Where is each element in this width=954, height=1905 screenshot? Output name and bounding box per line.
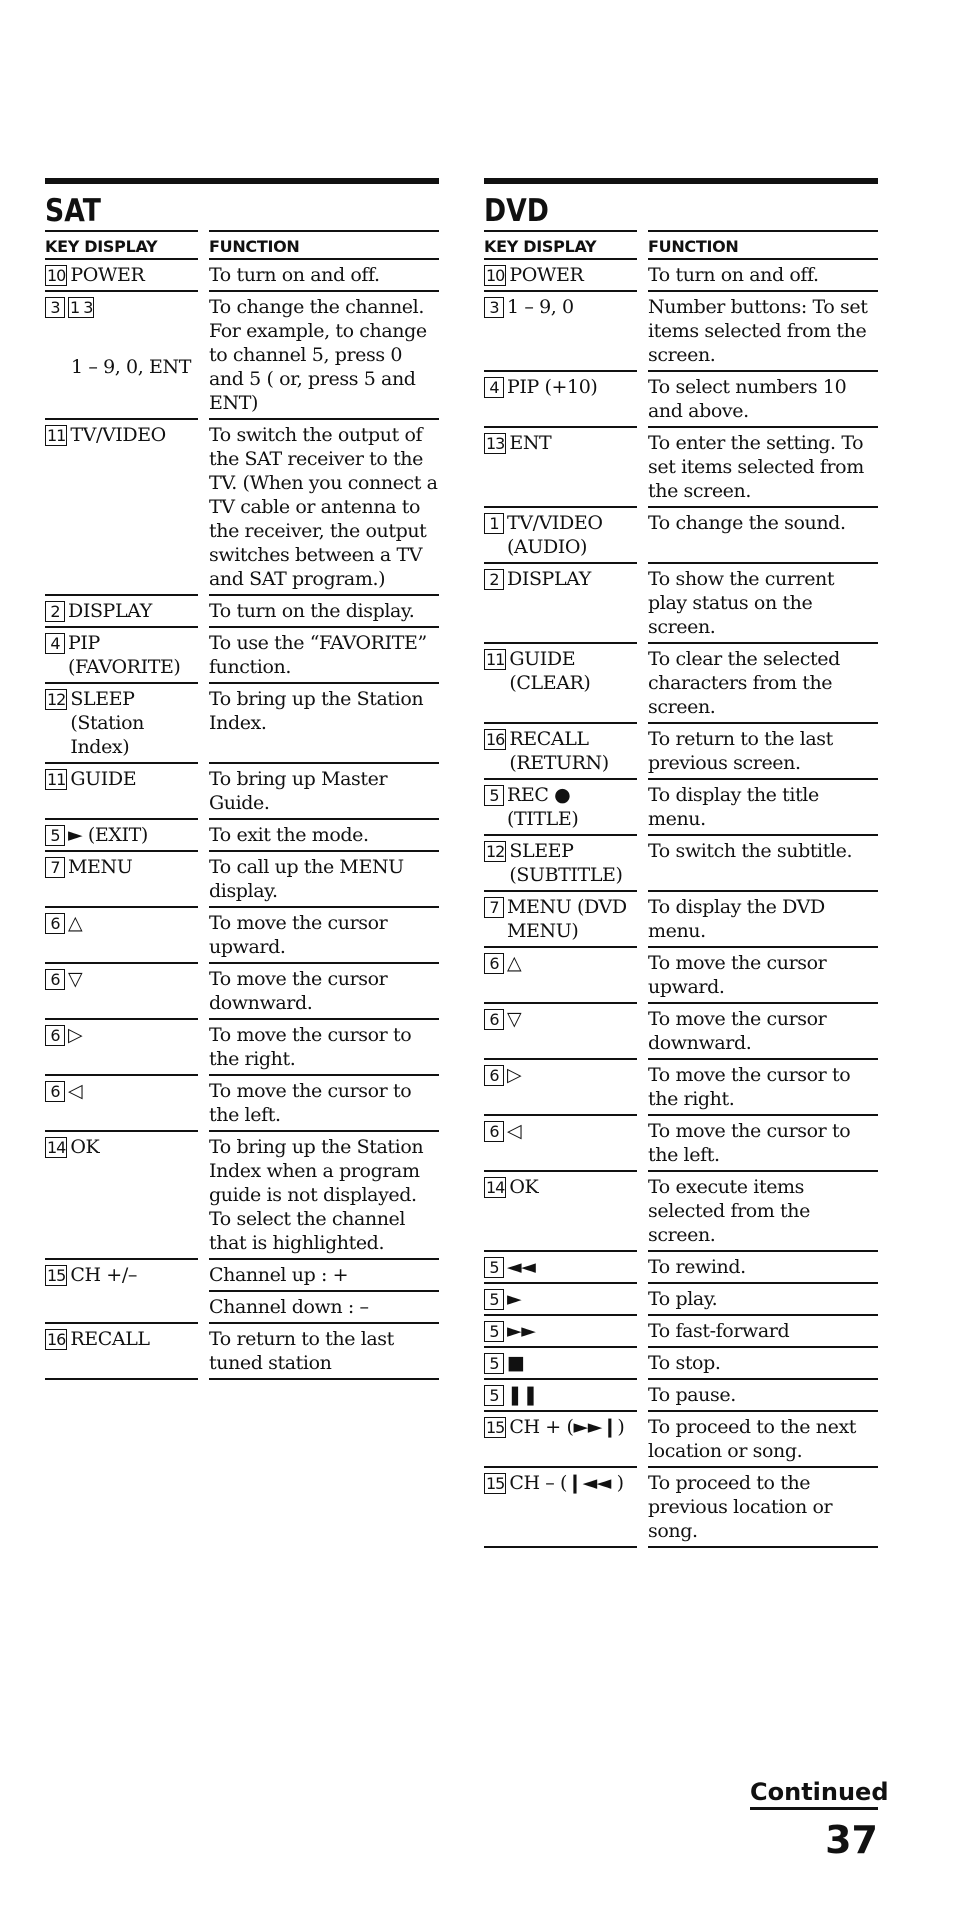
- table-row: [45, 258, 439, 290]
- table-row: [484, 1378, 878, 1410]
- table-row: [484, 890, 878, 946]
- key-label: OK: [509, 1176, 539, 1198]
- table-row: [45, 1290, 439, 1322]
- function-description: Number buttons: To set items selected from the screen.: [648, 290, 878, 370]
- table-row: [484, 1346, 878, 1378]
- table-row: [45, 290, 439, 418]
- dvd-top-rule: [484, 178, 878, 184]
- function-description: To switch the output of the SAT receiver to the TV. (When you connect a TV cable or antenna to the receiver, the output switches between a TV and SAT program.): [209, 418, 439, 594]
- table-row: [484, 1114, 878, 1170]
- key-label: GUIDE (CLEAR): [509, 648, 591, 694]
- key-label: MENU: [68, 856, 133, 878]
- table-row: [45, 1130, 439, 1258]
- page-number: 37: [825, 1818, 878, 1862]
- button-number-badge: 3: [484, 297, 504, 318]
- table-row: [45, 594, 439, 626]
- key-display-cell: [45, 418, 198, 594]
- key-display-cell: [484, 1058, 637, 1114]
- key-label: TV/VIDEO (AUDIO): [507, 512, 603, 558]
- button-number-badge: 15: [486, 1418, 505, 1437]
- function-description: To move the cursor to the left.: [648, 1114, 878, 1170]
- key-display-cell: [484, 1410, 637, 1466]
- key-display-cell: [45, 762, 198, 818]
- function-description: To bring up the Station Index when a program guide is not displayed. To select the channel that is highlighted.: [209, 1130, 439, 1258]
- table-row: [45, 818, 439, 850]
- key-display-cell: [45, 258, 198, 290]
- key-display-cell: [484, 1314, 637, 1346]
- table-row: [45, 682, 439, 762]
- function-description: To change the sound.: [648, 506, 878, 562]
- table-row: [45, 850, 439, 906]
- key-display-cell: [484, 1002, 637, 1058]
- table-row: [484, 258, 878, 290]
- function-description: To rewind.: [648, 1250, 878, 1282]
- key-label: ▷: [68, 1024, 83, 1046]
- key-display-cell: [484, 834, 637, 890]
- key-label: 1 – 9, 0: [507, 296, 574, 318]
- function-description: Channel down : –: [209, 1290, 439, 1322]
- table-row: [484, 1410, 878, 1466]
- table-row: [484, 1314, 878, 1346]
- button-number-badge: 6: [45, 969, 65, 990]
- function-description: To display the DVD menu.: [648, 890, 878, 946]
- key-display-cell: [45, 906, 198, 962]
- key-display-cell: [45, 1130, 198, 1258]
- function-description: To return to the last tuned station: [209, 1322, 439, 1380]
- sat-table-header: [45, 230, 439, 258]
- table-row: [484, 1002, 878, 1058]
- key-label: ► (EXIT): [68, 824, 148, 846]
- key-label: △: [507, 952, 522, 974]
- button-number-badge: 3: [45, 297, 65, 318]
- key-display-cell: [45, 626, 198, 682]
- button-number-badge: 5: [484, 1321, 504, 1342]
- table-row: [45, 762, 439, 818]
- key-display-cell: [484, 290, 637, 370]
- key-label: ◄◄: [507, 1256, 536, 1278]
- button-number-badge: 7: [45, 857, 65, 878]
- key-label: REC ● (TITLE): [507, 784, 579, 830]
- button-number-badge: 4: [484, 377, 504, 398]
- function-description: To call up the MENU display.: [209, 850, 439, 906]
- button-number-badge: 12: [486, 842, 505, 861]
- function-description: To bring up Master Guide.: [209, 762, 439, 818]
- button-number-badge: 6: [45, 1025, 65, 1046]
- key-display-cell: [484, 1114, 637, 1170]
- key-label: ENT: [509, 432, 552, 454]
- function-description: To play.: [648, 1282, 878, 1314]
- sat-function-header: FUNCTION: [209, 230, 439, 258]
- table-row: [45, 1258, 439, 1290]
- function-description: To stop.: [648, 1346, 878, 1378]
- function-description: To return to the last previous screen.: [648, 722, 878, 778]
- key-display-cell: [484, 946, 637, 1002]
- key-display-cell: [484, 506, 637, 562]
- button-number-badge: 6: [484, 1121, 504, 1142]
- function-description: To pause.: [648, 1378, 878, 1410]
- key-label: POWER: [70, 264, 145, 286]
- function-description: To move the cursor to the right.: [209, 1018, 439, 1074]
- dvd-title: DVD: [484, 193, 549, 229]
- function-description: Channel up : +: [209, 1258, 439, 1290]
- function-description: To move the cursor to the left.: [209, 1074, 439, 1130]
- table-row: [484, 562, 878, 642]
- table-row: [484, 1466, 878, 1548]
- table-row: [484, 290, 878, 370]
- function-description: To display the title menu.: [648, 778, 878, 834]
- button-number-badge: 15: [486, 1474, 505, 1493]
- key-display-cell: [484, 1250, 637, 1282]
- key-display-cell: [484, 426, 637, 506]
- function-description: To proceed to the next location or song.: [648, 1410, 878, 1466]
- key-label: CH + (►►❙): [509, 1416, 625, 1438]
- button-number-badge: 14: [486, 1178, 505, 1197]
- button-number-badge: 13: [486, 434, 505, 453]
- button-number-badge: 2: [45, 601, 65, 622]
- key-label: OK: [70, 1136, 100, 1158]
- button-number-badge: 7: [484, 897, 504, 918]
- key-label: ◁: [507, 1120, 522, 1142]
- dvd-table-body: [484, 258, 878, 1548]
- key-display-cell: [45, 1074, 198, 1130]
- function-description: To bring up the Station Index.: [209, 682, 439, 762]
- function-description: To clear the selected characters from the screen.: [648, 642, 878, 722]
- table-row: [484, 1058, 878, 1114]
- sat-section: [45, 178, 439, 1380]
- key-display-cell: [484, 1378, 637, 1410]
- function-description: To move the cursor upward.: [209, 906, 439, 962]
- table-row: [45, 962, 439, 1018]
- button-number-badge: 6: [484, 1065, 504, 1086]
- function-description: To proceed to the previous location or song.: [648, 1466, 878, 1548]
- key-label: CH +/–: [70, 1264, 137, 1286]
- key-label: ❚❚: [507, 1384, 539, 1406]
- sat-top-rule: [45, 178, 439, 184]
- button-number-badge: 1: [484, 513, 504, 534]
- continued-label: Continued: [750, 1777, 878, 1810]
- key-label: ▷: [507, 1064, 522, 1086]
- button-number-badge: 14: [47, 1138, 66, 1157]
- dvd-function-header: FUNCTION: [648, 230, 878, 258]
- key-label: DISPLAY: [507, 568, 591, 590]
- function-description: To turn on and off.: [648, 258, 878, 290]
- key-label: RECALL (RETURN): [509, 728, 609, 774]
- button-number-badge: 1 3: [70, 298, 93, 317]
- button-number-badge: 5: [484, 1385, 504, 1406]
- function-description: To exit the mode.: [209, 818, 439, 850]
- function-description: To move the cursor downward.: [209, 962, 439, 1018]
- table-row: [484, 642, 878, 722]
- button-number-badge: 6: [484, 953, 504, 974]
- function-description: To turn on the display.: [209, 594, 439, 626]
- button-number-badge: 10: [486, 266, 505, 285]
- table-row: [484, 834, 878, 890]
- key-label: POWER: [509, 264, 584, 286]
- key-label: ◁: [68, 1080, 83, 1102]
- function-description: To show the current play status on the screen.: [648, 562, 878, 642]
- function-description: To execute items selected from the screen.: [648, 1170, 878, 1250]
- function-description: To fast-forward: [648, 1314, 878, 1346]
- button-number-badge: 10: [47, 266, 66, 285]
- key-label: △: [68, 912, 83, 934]
- button-number-badge: 5: [45, 825, 65, 846]
- function-description: To turn on and off.: [209, 258, 439, 290]
- key-display-cell: [484, 562, 637, 642]
- function-description: To select numbers 10 and above.: [648, 370, 878, 426]
- function-description: To move the cursor downward.: [648, 1002, 878, 1058]
- key-label: ▽: [68, 968, 83, 990]
- key-label: ►: [507, 1288, 522, 1310]
- key-display-cell: [484, 258, 637, 290]
- sat-title: SAT: [45, 193, 101, 229]
- function-description: To enter the setting. To set items selected from the screen.: [648, 426, 878, 506]
- key-label: TV/VIDEO: [70, 424, 166, 446]
- key-label: MENU (DVD MENU): [507, 896, 627, 942]
- button-number-badge: 11: [486, 650, 505, 669]
- sat-key-display-header: KEY DISPLAY: [45, 230, 198, 258]
- button-number-badge: 12: [47, 690, 66, 709]
- button-number-badge: 15: [47, 1266, 66, 1285]
- button-number-badge: 2: [484, 569, 504, 590]
- function-description: To use the “FAVORITE” function.: [209, 626, 439, 682]
- button-number-badge: 16: [486, 730, 505, 749]
- function-description: To move the cursor upward.: [648, 946, 878, 1002]
- button-number-badge: 5: [484, 1289, 504, 1310]
- key-label: PIP (+10): [507, 376, 598, 398]
- table-row: [45, 906, 439, 962]
- button-number-badge: 5: [484, 785, 504, 806]
- function-description: To change the channel. For example, to change to channel 5, press 0 and 5 ( or, press 5 and ENT): [209, 290, 439, 418]
- key-display-cell: [45, 682, 198, 762]
- key-display-cell: [45, 818, 198, 850]
- table-row: [45, 1322, 439, 1380]
- key-label: CH – (❙◄◄ ): [509, 1472, 624, 1494]
- sat-table-body: [45, 258, 439, 1380]
- dvd-section: [484, 178, 878, 1548]
- button-number-badge: 6: [484, 1009, 504, 1030]
- table-row: [484, 1282, 878, 1314]
- key-display-cell: [484, 722, 637, 778]
- key-display-cell: [45, 850, 198, 906]
- table-row: [45, 1018, 439, 1074]
- table-row: [484, 1170, 878, 1250]
- key-label: PIP (FAVORITE): [68, 632, 181, 678]
- key-display-cell: [45, 594, 198, 626]
- button-number-badge: 16: [47, 1330, 66, 1349]
- button-number-badge: 11: [47, 426, 66, 445]
- table-row: [484, 722, 878, 778]
- key-display-cell: [45, 290, 198, 418]
- table-row: [484, 778, 878, 834]
- table-row: [484, 506, 878, 562]
- key-display-cell: [484, 1282, 637, 1314]
- dvd-table-header: [484, 230, 878, 258]
- table-row: [45, 418, 439, 594]
- key-label: RECALL: [70, 1328, 150, 1350]
- table-row: [484, 946, 878, 1002]
- button-number-badge: 4: [45, 633, 65, 654]
- function-description: To switch the subtitle.: [648, 834, 878, 890]
- key-label: 1 – 9, 0, ENT: [71, 355, 191, 378]
- key-display-cell: [45, 1322, 198, 1380]
- button-number-badge: 11: [47, 770, 66, 789]
- key-display-cell: [484, 778, 637, 834]
- button-number-badge: 6: [45, 913, 65, 934]
- key-display-cell: [484, 890, 637, 946]
- button-number-badge: 6: [45, 1081, 65, 1102]
- button-number-badge: 5: [484, 1257, 504, 1278]
- key-label: SLEEP (Station Index): [70, 688, 144, 758]
- key-display-cell: [45, 1290, 198, 1322]
- dvd-key-display-header: KEY DISPLAY: [484, 230, 637, 258]
- function-description: To move the cursor to the right.: [648, 1058, 878, 1114]
- key-display-cell: [484, 370, 637, 426]
- key-label: ►►: [507, 1320, 536, 1342]
- key-label: SLEEP (SUBTITLE): [509, 840, 623, 886]
- table-row: [45, 1074, 439, 1130]
- table-row: [484, 426, 878, 506]
- key-display-cell: [45, 1258, 198, 1290]
- key-display-cell: [484, 1346, 637, 1378]
- key-display-cell: [45, 962, 198, 1018]
- key-display-cell: [484, 1170, 637, 1250]
- button-number-badge: 5: [484, 1353, 504, 1374]
- key-label: DISPLAY: [68, 600, 152, 622]
- key-label: ■: [507, 1352, 525, 1374]
- key-display-cell: [484, 642, 637, 722]
- table-row: [484, 370, 878, 426]
- key-display-cell: [45, 1018, 198, 1074]
- key-label: ▽: [507, 1008, 522, 1030]
- table-row: [484, 1250, 878, 1282]
- key-display-cell: [484, 1466, 637, 1548]
- table-row: [45, 626, 439, 682]
- key-label: GUIDE: [70, 768, 137, 790]
